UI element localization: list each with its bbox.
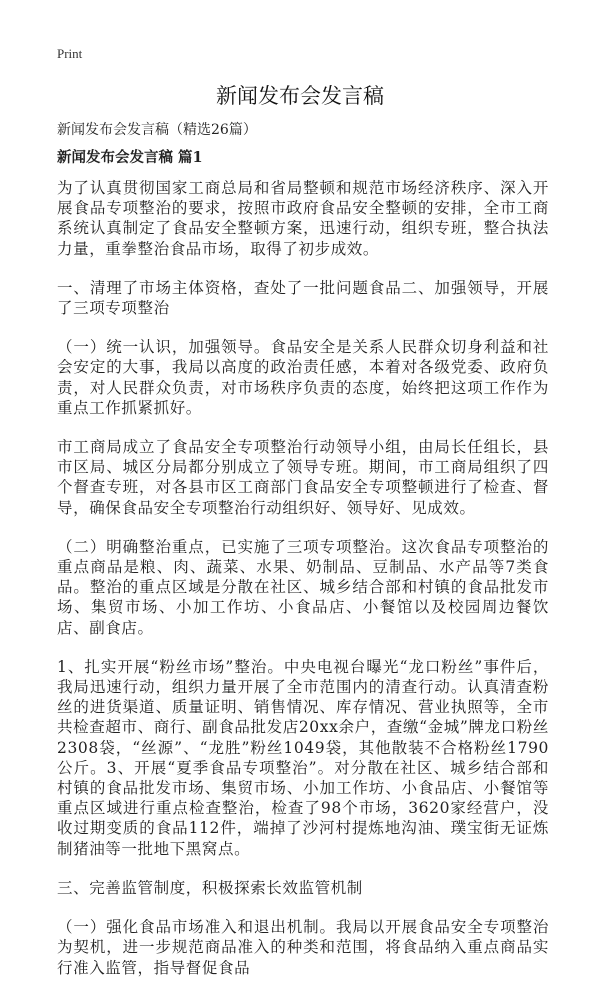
paragraph: 市工商局成立了食品安全专项整治行动领导小组，由局长任组长，县市区局、城区分局都分别成立了领导专班。期间，市工商局组织了四个督查专班，对各县市区工商部门食品安全专项整顿进行了检查、督导，确保食品安全专项整治行动组织好、领导好、见成效。 xyxy=(57,438,549,517)
paragraph: （一）统一认识，加强领导。食品安全是关系人民群众切身利益和社会安定的大事，我局以高度的政治责任感，本着对各级党委、政府负责，对人民群众负责，对市场秩序负责的态度，始终把这项工作作为重点工作抓紧抓好。 xyxy=(57,338,549,417)
document-body xyxy=(57,148,549,997)
paragraph: 三、完善监管制度，积极探索长效监管机制 xyxy=(57,878,363,897)
paragraph: 为了认真贯彻国家工商总局和省局整顿和规范市场经济秩序、深入开展食品专项整治的要求，按照市政府食品安全整顿的安排，全市工商系统认真制定了食品安全整顿方案，迅速行动，组织专班，整合执法力量，重拳整治食品市场，取得了初步成效。 xyxy=(57,179,549,258)
paragraph: （一）强化食品市场准入和退出机制。我局以开展食品安全专项整治为契机，进一步规范商品准入的种类和范围，将食品纳入重点商品实行准入监管，指导督促食品 xyxy=(57,918,549,977)
paragraph: （二）明确整治重点，已实施了三项专项整治。这次食品专项整治的重点商品是粮、肉、蔬菜、水果、奶制品、豆制品、水产品等7类食品。整治的重点区域是分散在社区、城乡结合部和村镇的食品批发市场、集贸市场、小加工作坊、小食品店、小餐馆以及校园周边餐饮店、副食店。 xyxy=(57,537,549,637)
paragraph: 一、清理了市场主体资格，查处了一批问题食品二、加强领导，开展了三项专项整治 xyxy=(57,278,549,318)
print-link[interactable]: Print xyxy=(57,46,83,61)
document-subtitle: 新闻发布会发言稿（精选26篇） xyxy=(57,122,257,138)
paragraph: 1、扎实开展“粉丝市场”整治。中央电视台曝光“龙口粉丝”事件后，我局迅速行动，组织力量开展了全市范围内的清查行动。认真清查粉丝的进货渠道、质量证明、销售情况、库存情况、营业执照等，全市共检查超市、商行、副食品批发店20xx余户，查缴“金城”牌龙口粉丝2308袋，“丝源”、“龙胜”粉丝1049袋，其他散装不合格粉丝1790公斤。3、开展“夏季食品专项整治”。对分散在社区、城乡结合部和村镇的食品批发市场、集贸市场、小加工作坊、小食品店、小餐馆等重点区域进行重点检查整治，检查了98个市场，3620家经营户，没收过期变质的食品112件，端掉了沙河村提炼地沟油、璞宝街无证炼制猪油等一批地下黑窝点。 xyxy=(57,657,549,858)
document-title: 新闻发布会发言稿 xyxy=(216,84,384,108)
section-heading: 新闻发布会发言稿 篇1 xyxy=(57,149,203,166)
